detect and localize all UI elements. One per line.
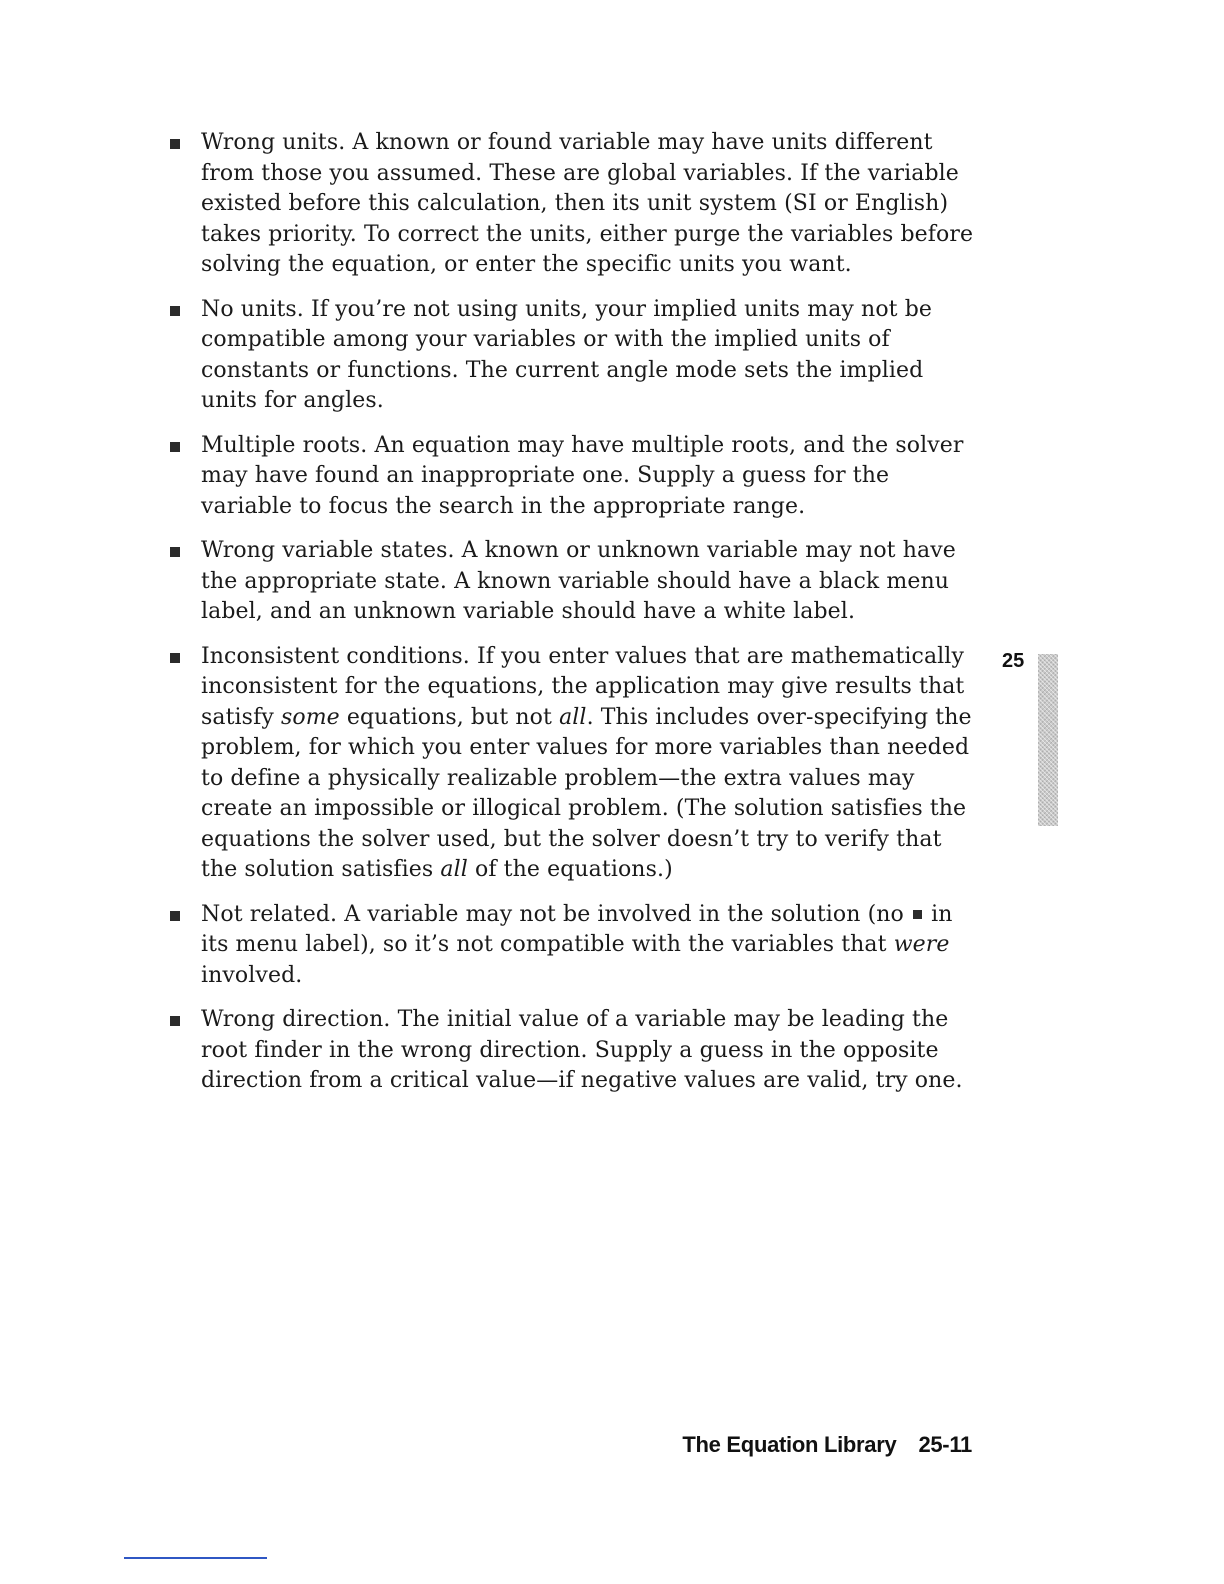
list-item-text-part: in its menu label), so it’s not compatible with the variables that bbox=[201, 901, 953, 957]
list-item-text: No units. If you’re not using units, your implied units may not be compatible among your variables or with the implied units of constants or functions. The current angle mode sets the implied units for angles. bbox=[201, 296, 932, 413]
list-item-text: Wrong units. A known or found variable may have units different from those you assumed. These are global variables. If the variable existed before this calculation, then its unit system (SI or English) takes priority. To correct the units, either purge the variables before solving the equation, or enter the specific units you want. bbox=[201, 130, 974, 277]
list-item-text: Wrong variable states. A known or unknown variable may not have the appropriate state. A known variable should have a black menu label, and an unknown variable should have a white label. bbox=[201, 538, 956, 624]
emphasis-text: were bbox=[893, 932, 950, 957]
list-item-text: Wrong direction. The initial value of a variable may be leading the root finder in the wrong direction. Supply a guess in the opposite direction from a critical value—if negative values are valid, try one. bbox=[201, 1007, 963, 1093]
list-item-text: Multiple roots. An equation may have multiple roots, and the solver may have found an inappropriate one. Supply a guess for the variable to focus the search in the appropriate range. bbox=[201, 432, 964, 519]
emphasis-text: all bbox=[559, 704, 587, 730]
list-item-inconsistent-conditions bbox=[168, 642, 978, 886]
bullet-square-icon bbox=[170, 547, 180, 557]
list-item-text-part: of the equations.) bbox=[467, 857, 673, 882]
chapter-tab-number: 25 bbox=[1002, 650, 1025, 672]
bullet-square-icon bbox=[170, 306, 180, 316]
list-item-not-related bbox=[168, 900, 978, 992]
emphasis-text: some bbox=[280, 704, 340, 730]
list-item-multiple-roots bbox=[168, 431, 978, 523]
chapter-tab-marker bbox=[1038, 654, 1058, 826]
list-item-wrong-units bbox=[168, 128, 978, 281]
list-item-text-part: Inconsistent conditions. If you enter values that are mathematically inconsistent for the equations, the application may give results that satisfy bbox=[201, 643, 965, 730]
list-item-text-part: involved. bbox=[201, 962, 303, 988]
bullet-square-icon bbox=[170, 139, 180, 149]
bullet-square-icon bbox=[170, 1016, 180, 1026]
emphasis-text: all bbox=[440, 857, 468, 882]
bullet-square-icon bbox=[170, 653, 180, 663]
bottom-rule-line bbox=[124, 1557, 267, 1559]
list-item-text-part: equations, but not bbox=[339, 704, 560, 730]
page-footer bbox=[682, 1432, 972, 1458]
list-item-wrong-variable-states bbox=[168, 536, 978, 628]
list-item-no-units bbox=[168, 295, 978, 417]
list-item-text-part: . This includes over-specifying the problem, for which you enter values for more variables than needed to define a physically realizable problem—the extra values may create an impossible or illogical problem. (The solution satisfies the equations the solver used, but the solver doesn’t try to verify that the solution satisfies bbox=[201, 704, 972, 882]
list-item-wrong-direction bbox=[168, 1005, 978, 1097]
page-number: 25-11 bbox=[918, 1432, 972, 1457]
bullet-list bbox=[168, 128, 978, 1111]
bullet-square-icon bbox=[170, 442, 180, 452]
bullet-square-icon bbox=[170, 911, 180, 921]
solution-marker-icon bbox=[913, 910, 922, 919]
footer-title: The Equation Library bbox=[682, 1432, 897, 1457]
list-item-text-part: Not related. A variable may not be involved in the solution (no bbox=[201, 901, 911, 927]
